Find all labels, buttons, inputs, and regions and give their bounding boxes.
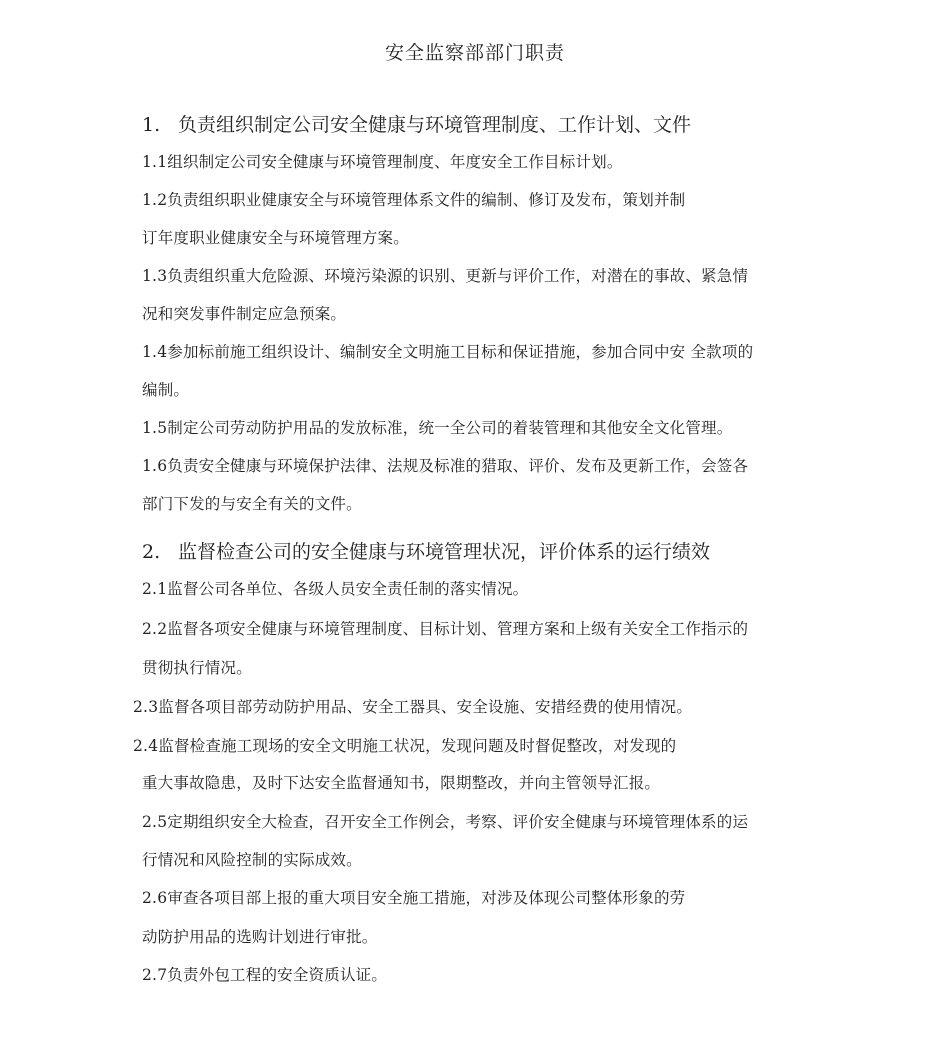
- section-heading-text: 监督检查公司的安全健康与环境管理状况，评价体系的运行绩效: [178, 541, 711, 563]
- paragraph-line: 1.1组织制定公司安全健康与环境管理制度、年度安全工作目标计划。: [142, 153, 623, 171]
- page-title: 安全监察部部门职责: [384, 42, 565, 64]
- paragraph-line: 2.1监督公司各单位、各级人员安全责任制的落实情况。: [142, 580, 529, 598]
- section-number: 2.: [142, 541, 161, 563]
- paragraph-line: 2.4监督检查施工现场的安全文明施工状况，发现问题及时督促整改，对发现的: [133, 737, 677, 755]
- paragraph-line: 1.5制定公司劳动防护用品的发放标准，统一全公司的着装管理和其他安全文化管理。: [142, 419, 733, 437]
- section-number: 1.: [142, 114, 161, 136]
- paragraph-line: 重大事故隐患，及时下达安全监督通知书，限期整改，并向主管领导汇报。: [142, 774, 661, 792]
- paragraph-line: 况和突发事件制定应急预案。: [142, 305, 347, 323]
- paragraph-line: 编制。: [142, 381, 190, 399]
- paragraph-line: 订年度职业健康安全与环境管理方案。: [142, 229, 409, 247]
- paragraph-line: 动防护用品的选购计划进行审批。: [142, 928, 378, 946]
- paragraph-line: 2.5定期组织安全大检查，召开安全工作例会，考察、评价安全健康与环境管理体系的运: [142, 813, 749, 831]
- paragraph-line: 1.2负责组织职业健康安全与环境管理体系文件的编制、修订及发布，策划并制: [142, 191, 686, 209]
- paragraph-line: 1.6负责安全健康与环境保护法律、法规及标准的猎取、评价、发布及更新工作，会签各: [142, 457, 749, 475]
- paragraph-line: 部门下发的与安全有关的文件。: [142, 495, 362, 513]
- paragraph-line: 2.7负责外包工程的安全资质认证。: [142, 966, 388, 984]
- paragraph-line: 2.3监督各项目部劳动防护用品、安全工器具、安全设施、安措经费的使用情况。: [133, 698, 693, 716]
- paragraph-line: 2.6审查各项目部上报的重大项目安全施工措施，对涉及体现公司整体形象的劳: [142, 889, 686, 907]
- paragraph-line: 行情况和风险控制的实际成效。: [142, 851, 362, 869]
- paragraph-line: 2.2监督各项安全健康与环境管理制度、目标计划、管理方案和上级有关安全工作指示的: [142, 620, 749, 638]
- paragraph-line: 贯彻执行情况。: [142, 659, 252, 677]
- section-heading-2: [142, 537, 710, 564]
- paragraph-line: 1.4参加标前施工组织设计、编制安全文明施工目标和保证措施，参加合同中安 全款项的: [142, 343, 754, 361]
- paragraph-line: 1.3负责组织重大危险源、环境污染源的识别、更新与评价工作，对潜在的事故、紧急情: [142, 267, 749, 285]
- section-heading-text: 负责组织制定公司安全健康与环境管理制度、工作计划、文件: [178, 114, 692, 136]
- section-heading-1: [142, 110, 691, 137]
